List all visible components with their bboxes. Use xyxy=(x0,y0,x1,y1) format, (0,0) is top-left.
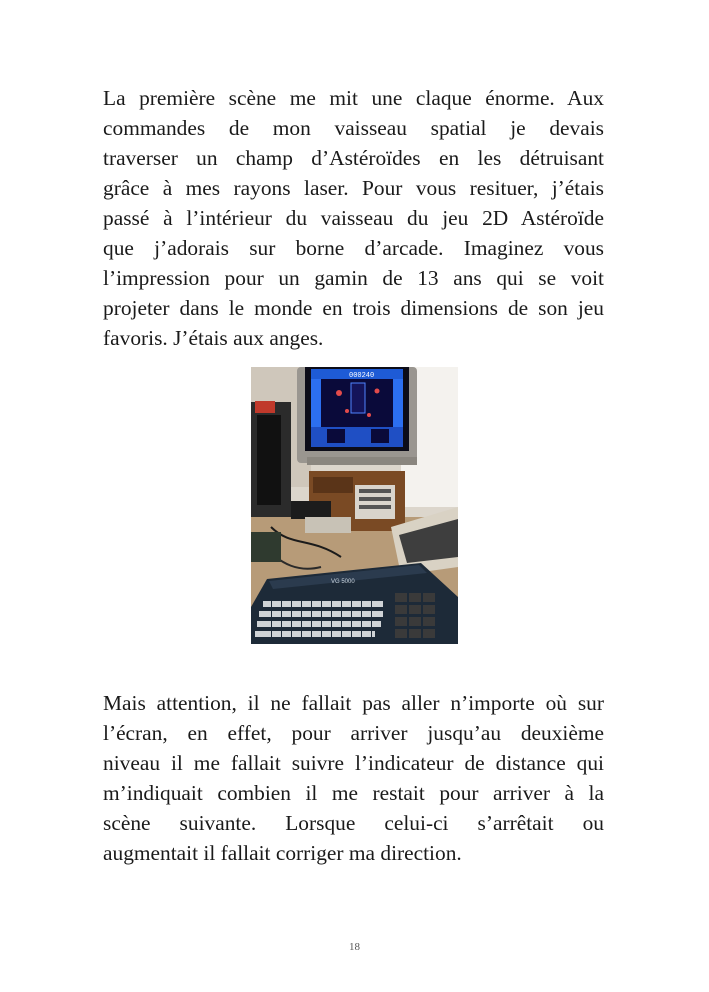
text-line: l’écran, en effet, pour arriver jusqu’au deuxième xyxy=(103,721,604,745)
paragraph-1 xyxy=(103,83,604,353)
text-line: l’impression pour un gamin de 13 ans qui se voit xyxy=(103,266,604,290)
text-line: traverser un champ d’Astéroïdes en les détruisant xyxy=(103,146,604,170)
text-line: La première scène me mit une claque énorme. Aux xyxy=(103,86,604,110)
text-line: commandes de mon vaisseau spatial je devais xyxy=(103,116,604,140)
paragraph-2 xyxy=(103,688,604,868)
screen-score: 000240 xyxy=(349,372,375,380)
photo-illustration xyxy=(251,367,458,644)
keyboard-label: VG 5000 xyxy=(331,579,355,585)
text-line: Mais attention, il ne fallait pas aller n’importe où sur xyxy=(103,691,604,715)
text-line: m’indiquait combien il me restait pour arriver à la xyxy=(103,781,604,805)
text-line: grâce à mes rayons laser. Pour vous resituer, j’étais xyxy=(103,176,604,200)
text-line: projeter dans le monde en trois dimensions de son jeu xyxy=(103,296,604,320)
text-line: niveau il me fallait suivre l’indicateur de distance qui xyxy=(103,751,604,775)
page-number: 18 xyxy=(349,941,360,953)
retro-computer-photo xyxy=(251,367,458,644)
text-line: scène suivante. Lorsque celui-ci s’arrêtait ou xyxy=(103,811,604,835)
text-line: augmentait il fallait corriger ma direction. xyxy=(103,841,462,865)
text-line: passé à l’intérieur du vaisseau du jeu 2D Astéroïde xyxy=(103,206,604,230)
text-line: que j’adorais sur borne d’arcade. Imaginez vous xyxy=(103,236,604,260)
text-line: favoris. J’étais aux anges. xyxy=(103,326,324,350)
